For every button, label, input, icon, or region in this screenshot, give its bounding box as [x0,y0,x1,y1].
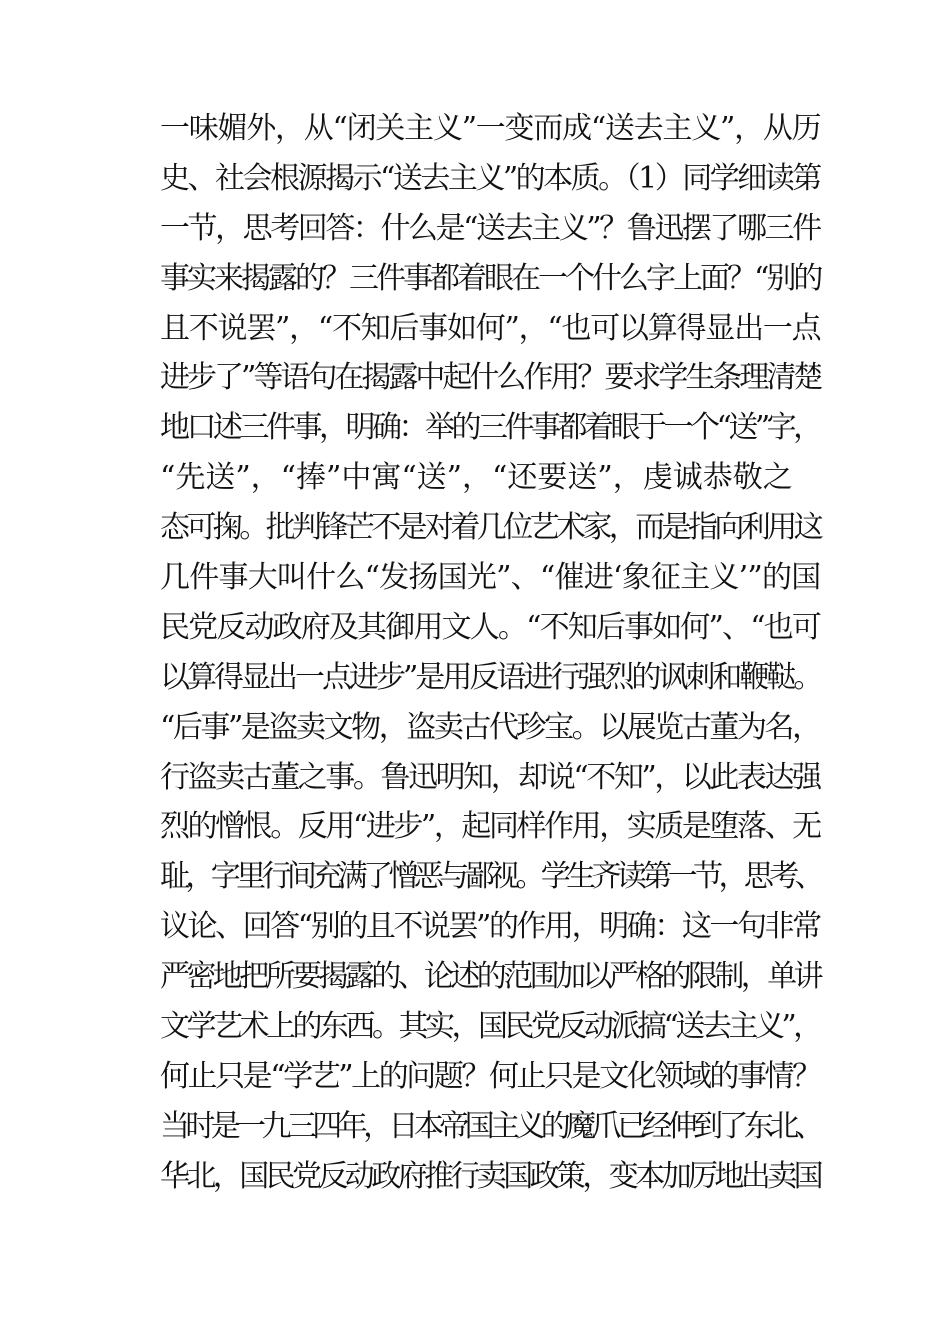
text-line: 议论、回答“别的且不说罢”的作用，明确：这一句非常 [160,909,820,945]
text-line: 态可掬。批判锋芒不是对着几位艺术家，而是指向利用这 [160,510,820,546]
body-text [160,104,820,1202]
text-line: 烈的憎恨。反用“进步”，起同样作用，实质是堕落、无 [160,809,820,845]
text-line: 几件事大叫什么“发扬国光”、“催进‘象征主义’”的国 [160,560,821,596]
text-line: 事实来揭露的？三件事都着眼在一个什么字上面？“别的 [160,260,821,296]
text-line: 当时是一九三四年，日本帝国主义的魔爪已经伸到了东北、 [160,1108,820,1144]
text-line: 一味媚外，从“闭关主义”一变而成“送去主义”，从历 [160,111,821,146]
text-line: 以算得显出一点进步”是用反语进行强烈的讽刺和鞭鞑。 [160,659,821,695]
text-line: 且不说罢”，“不知后事如何”，“也可以算得显出一点 [160,310,821,346]
text-line: 严密地把所要揭露的、论述的范围加以严格的限制，单讲 [160,959,820,995]
text-line: 史、社会根源揭示“送去主义”的本质。（1）同学细读第 [160,160,820,196]
text-line: 文学艺术上的东西。其实，国民党反动派搞“送去主义”， [160,1009,820,1045]
text-line: 行盗卖古董之事。鲁迅明知，却说“不知”，以此表达强 [160,759,820,795]
text-line: 何止只是“学艺”上的问题？何止只是文化领域的事情？ [160,1058,820,1094]
text-line: 一节，思考回答：什么是“送去主义”？鲁迅摆了哪三件 [160,210,820,246]
text-line: 进步了”等语句在揭露中起什么作用？要求学生条理清楚 [160,360,821,396]
text-line: “后事”是盗卖文物，盗卖古代珍宝。以展览古董为名， [160,709,820,745]
text-line: “先送”，“捧”中寓“送”，“还要送”，虔诚恭敬之 [160,460,793,496]
text-line: 地口述三件事，明确：举的三件事都着眼于一个“送”字， [160,410,820,446]
text-line: 华北，国民党反动政府推行卖国政策，变本加厉地出卖国 [160,1158,820,1194]
text-line: 耻，字里行间充满了憎恶与鄙视。学生齐读第一节，思考、 [160,859,820,895]
text-line: 民党反动政府及其御用文人。“不知后事如何”、“也可 [160,609,821,645]
